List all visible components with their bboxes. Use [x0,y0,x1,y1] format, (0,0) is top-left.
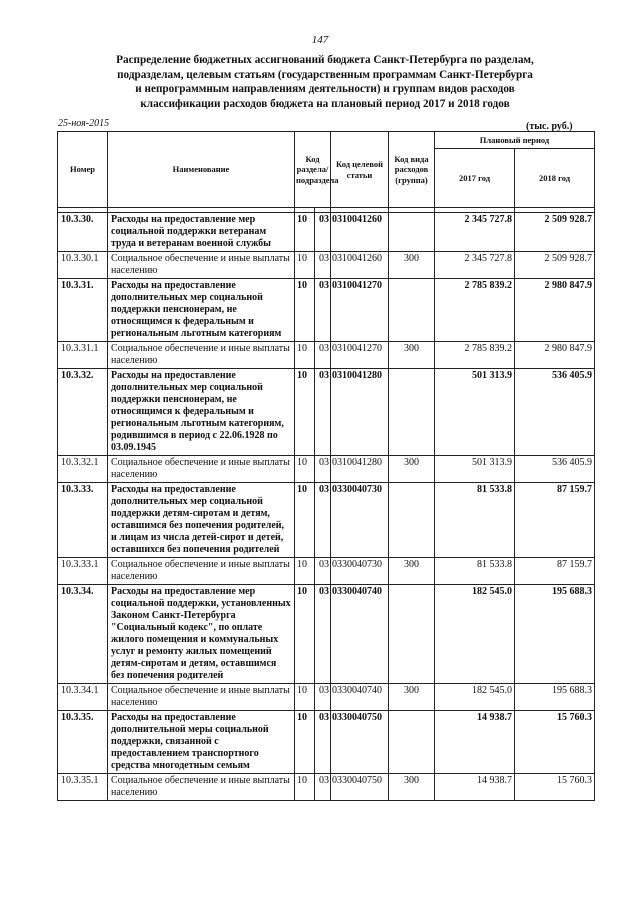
row-value-2017: 2 345 727.8 [435,213,515,252]
row-value-2018: 536 405.9 [515,456,595,483]
row-expense-code: 300 [389,774,435,801]
row-section-code: 10 [295,342,315,369]
row-number: 10.3.35. [58,711,108,774]
row-section-code: 10 [295,711,315,774]
row-name: Социальное обеспечение и иные выплаты населению [108,774,295,801]
table-row [58,213,595,252]
row-name: Социальное обеспечение и иные выплаты населению [108,342,295,369]
row-value-2017: 501 313.9 [435,369,515,456]
row-value-2018: 15 760.3 [515,711,595,774]
row-section-code: 10 [295,213,315,252]
row-value-2018: 2 509 928.7 [515,252,595,279]
title-line: подразделам, целевым статьям (государственным программам Санкт-Петербурга [117,68,533,81]
row-expense-code: 300 [389,684,435,711]
row-expense-code [389,279,435,342]
row-subsection-code: 03 [315,711,331,774]
header-row [58,132,595,149]
header-number: Номер [58,132,108,208]
row-subsection-code: 03 [315,279,331,342]
row-value-2018: 2 980 847.9 [515,342,595,369]
row-name: Расходы на предоставление мер социальной поддержки ветеранам труда и ветеранам военной службы [108,213,295,252]
table-body [58,208,595,801]
row-subsection-code: 03 [315,774,331,801]
row-section-code: 10 [295,774,315,801]
row-name: Социальное обеспечение и иные выплаты населению [108,252,295,279]
table-row [58,279,595,342]
row-subsection-code: 03 [315,585,331,684]
title-line: и непрограммным направлениям деятельности) и группам видов расходов [135,83,515,96]
row-value-2018: 536 405.9 [515,369,595,456]
table-row [58,369,595,456]
row-number: 10.3.32. [58,369,108,456]
row-number: 10.3.34.1 [58,684,108,711]
table-row [58,483,595,558]
row-name: Социальное обеспечение и иные выплаты населению [108,456,295,483]
row-value-2018: 195 688.3 [515,585,595,684]
row-expense-code [389,213,435,252]
row-value-2017: 2 345 727.8 [435,252,515,279]
table-row [58,456,595,483]
table-row [58,585,595,684]
row-section-code: 10 [295,684,315,711]
row-section-code: 10 [295,456,315,483]
row-name: Расходы на предоставление дополнительных мер социальной поддержки пенсионерам, не относящимся к федеральным и региональным льготным категориям, родившимся в период с 22.06.1928 по 03.09.1945 [108,369,295,456]
row-name: Расходы на предоставление мер социальной поддержки, установленных Законом Санкт-Петербурга "Социальный кодекс", по оплате жилого помещения и коммунальных услуг и ремонту жилых помещений детям-сиротам и детям, оставшимся без попечения родителей [108,585,295,684]
row-name: Расходы на предоставление дополнительной меры социальной поддержки, связанной с предоставлением транспортного средства многодетным семьям [108,711,295,774]
row-value-2018: 87 159.7 [515,483,595,558]
table-row [58,774,595,801]
row-value-2018: 195 688.3 [515,684,595,711]
row-value-2018: 2 980 847.9 [515,279,595,342]
row-value-2017: 14 938.7 [435,711,515,774]
header-target-code: Код целевой статьи [331,132,389,208]
row-subsection-code: 03 [315,252,331,279]
row-expense-code: 300 [389,456,435,483]
table-row [58,252,595,279]
row-number: 10.3.31. [58,279,108,342]
row-subsection-code: 03 [315,342,331,369]
row-subsection-code: 03 [315,558,331,585]
row-expense-code: 300 [389,342,435,369]
table-row [58,684,595,711]
row-name: Расходы на предоставление дополнительных мер социальной поддержки пенсионерам, не относящимся к федеральным и региональным льготным категориям [108,279,295,342]
row-target-code: 0310041260 [331,213,389,252]
header-expense-code: Код вида расходов (группа) [389,132,435,208]
row-number: 10.3.30. [58,213,108,252]
row-value-2018: 87 159.7 [515,558,595,585]
row-number: 10.3.34. [58,585,108,684]
page-number: 147 [311,34,329,46]
row-value-2018: 2 509 928.7 [515,213,595,252]
table-row [58,558,595,585]
row-subsection-code: 03 [315,369,331,456]
row-value-2017: 182 545.0 [435,684,515,711]
row-section-code: 10 [295,483,315,558]
row-section-code: 10 [295,279,315,342]
row-value-2017: 2 785 839.2 [435,279,515,342]
title-line: классификации расходов бюджета на плановый период 2017 и 2018 годов [140,97,510,110]
row-section-code: 10 [295,369,315,456]
header-section-code: Код раздела/ подраздела [295,132,331,208]
row-section-code: 10 [295,585,315,684]
row-section-code: 10 [295,252,315,279]
units-label: (тыс. руб.) [526,121,573,132]
row-target-code: 0330040730 [331,483,389,558]
header-planned-period: Плановый период [435,132,595,149]
row-target-code: 0330040750 [331,711,389,774]
row-number: 10.3.32.1 [58,456,108,483]
row-section-code: 10 [295,558,315,585]
row-number: 10.3.31.1 [58,342,108,369]
row-value-2017: 2 785 839.2 [435,342,515,369]
row-target-code: 0310041270 [331,342,389,369]
row-value-2018: 15 760.3 [515,774,595,801]
budget-table [57,131,595,801]
document-date: 25-ноя-2015 [58,118,110,129]
row-subsection-code: 03 [315,456,331,483]
row-number: 10.3.30.1 [58,252,108,279]
row-target-code: 0310041270 [331,279,389,342]
header-year-2017: 2017 год [435,149,515,208]
row-target-code: 0330040730 [331,558,389,585]
row-value-2017: 182 545.0 [435,585,515,684]
header-name: Наименование [108,132,295,208]
table-row [58,342,595,369]
row-target-code: 0310041280 [331,369,389,456]
title-line: Распределение бюджетных ассигнований бюджета Санкт-Петербурга по разделам, [116,54,534,66]
row-number: 10.3.35.1 [58,774,108,801]
document-title [70,53,580,111]
row-subsection-code: 03 [315,483,331,558]
row-value-2017: 81 533.8 [435,483,515,558]
row-number: 10.3.33. [58,483,108,558]
row-number: 10.3.33.1 [58,558,108,585]
row-target-code: 0310041260 [331,252,389,279]
row-target-code: 0330040750 [331,774,389,801]
row-expense-code: 300 [389,252,435,279]
table-row [58,711,595,774]
row-value-2017: 501 313.9 [435,456,515,483]
row-target-code: 0330040740 [331,684,389,711]
row-name: Социальное обеспечение и иные выплаты населению [108,558,295,585]
row-expense-code [389,483,435,558]
row-value-2017: 81 533.8 [435,558,515,585]
row-expense-code [389,711,435,774]
row-name: Расходы на предоставление дополнительных мер социальной поддержки детям-сиротам и детям, оставшимся без попечения родителей, и лицам из числа детей-сирот и детей, оставшихся без попечения родителей [108,483,295,558]
row-subsection-code: 03 [315,213,331,252]
row-subsection-code: 03 [315,684,331,711]
row-target-code: 0330040740 [331,585,389,684]
row-name: Социальное обеспечение и иные выплаты населению [108,684,295,711]
row-expense-code [389,369,435,456]
row-expense-code: 300 [389,558,435,585]
header-year-2018: 2018 год [515,149,595,208]
row-expense-code [389,585,435,684]
row-target-code: 0310041280 [331,456,389,483]
row-value-2017: 14 938.7 [435,774,515,801]
